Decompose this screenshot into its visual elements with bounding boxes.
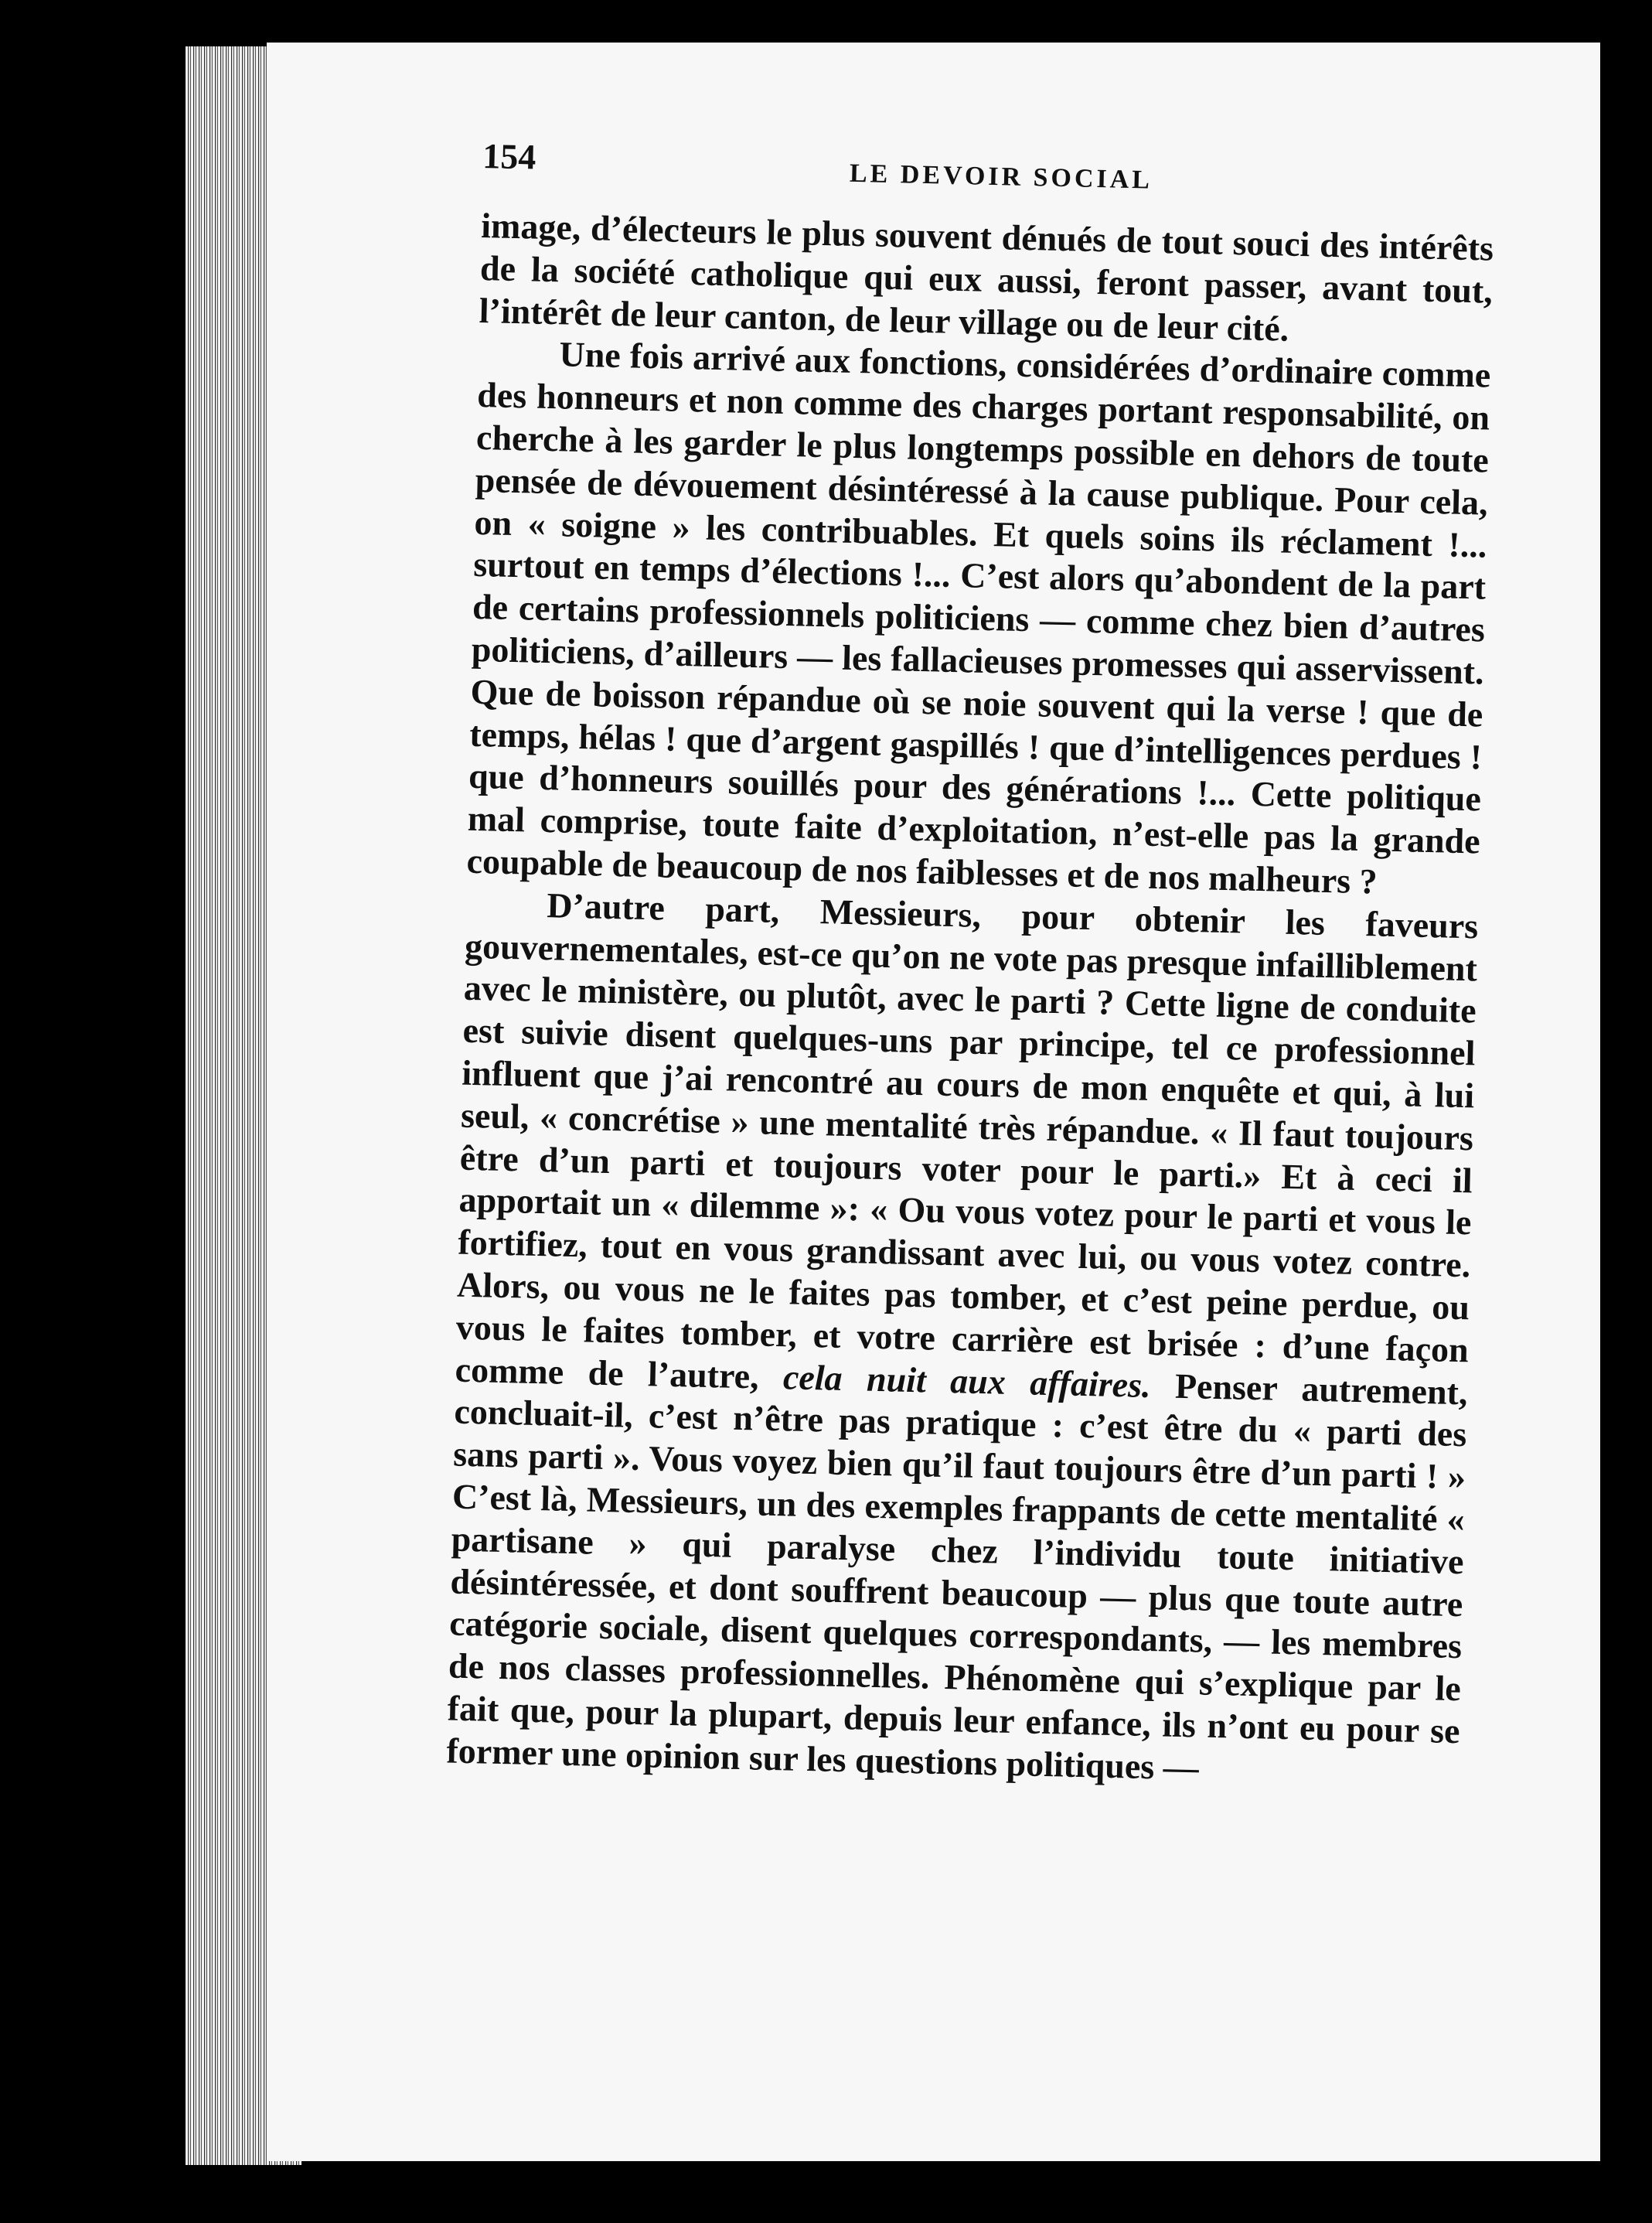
book-page: [267, 43, 1600, 2161]
running-title: LE DEVOIR SOCIAL: [849, 159, 1153, 195]
paragraph-3-part-1: D’autre part, Messieurs, pour obtenir les faveurs gouvernementales, est-ce qu’on ne vote pas presque infailliblement avec le ministère, ou plutôt, avec le parti ? Cette ligne de conduite est suivie disent quelques-uns par principe, tel ce professionnel influent que j’ai rencontré au cours de mon enquête et qui, à lui seul, « concrétise » une mentalité très répandue. « Il faut toujours être d’un parti et toujours voter pour le parti.» Et à ceci il apportait un « dilemme »: « Ou vous votez pour le parti et vous le fortifiez, tout en vous grandissant avec lui, ou vous votez contre. Alors, ou vous ne le faites pas tomber, et c’est peine perdue, ou vous le faites tomber, et votre carrière est brisée : d’une façon comme de l’autre,: [455, 885, 1479, 1396]
page-number: 154: [482, 135, 536, 177]
paragraph-3-part-2: Penser autrement, concluait-il, c’est n’être pas pratique : c’est être du « parti des sans parti ». Vous voyez bien qu’il faut toujours être d’un parti ! » C’est là, Messieurs, un des exemples frappants de cette mentalité « partisane » qui paralyse chez l’individu toute initiative désintéressée, et dont souffrent beaucoup — plus que toute autre catégorie sociale, disent quelques correspondants, — les membres de nos classes professionnelles. Phénomène qui s’explique par le fait que, pour la plupart, depuis leur enfance, ils n’ont eu pour se former une opinion sur les questions politiques —: [446, 1366, 1469, 1788]
paragraph-3-italic-phrase: cela nuit aux affaires.: [782, 1356, 1152, 1405]
paragraph-1: image, d’électeurs le plus souvent dénués de tout souci des intérêts de la société catholique qui eux aussi, feront passer, avant tout, l’intérêt de leur canton, de leur village ou de leur cité.: [479, 205, 1494, 349]
paragraph-3: [446, 883, 1479, 1795]
page-body: [446, 135, 1496, 1795]
paragraph-2: Une fois arrivé aux fonctions, considérées d’ordinaire comme des honneurs et non comme des charges portant responsabilité, on cherche à les garder le plus longtemps possible en dehors de toute pensée de dévouement désintéressé à la cause publique. Pour cela, on « soigne » les contribuables. Et quels soins ils réclament !... surtout en temps d’élections !... C’est alors qu’abondent de la part de certains professionnels politiciens — comme chez bien d’autres politiciens, d’ailleurs — les fallacieuses promesses qui asservissent. Que de boisson répandue où se noie souvent qui la verse ! que de temps, hélas ! que d’argent gaspillés ! que d’intelligences perdues ! que d’honneurs souillés pour des générations !... Cette politique mal comprise, toute faite d’exploitation, n’est-elle pas la grande coupable de beaucoup de nos faiblesses et de nos malheurs ?: [466, 334, 1491, 902]
body-text: [446, 205, 1494, 1795]
